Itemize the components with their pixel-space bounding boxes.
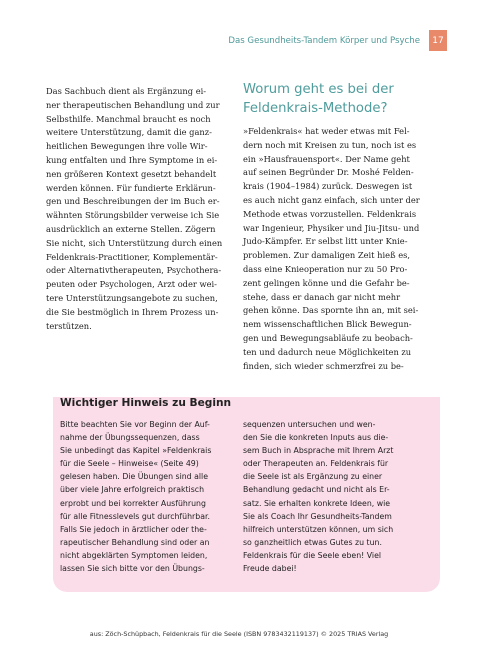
text-line: stehe, dass er danach gar nicht mehr [243,291,401,302]
notice-line: Freude dabei! [243,564,297,574]
notice-line: gelesen haben. Die Übungen sind alle [60,472,209,482]
notice-line: hilfreich unterstützen können, um sich [243,524,394,534]
notice-line: rapeutischer Behandlung sind oder an [60,537,210,547]
text-line: wähnten Störungsbilder verweise ich Sie [46,210,220,221]
text-line: kung entfalten und Ihre Symptome in ei- [46,154,218,165]
running-header: Das Gesundheits-Tandem Körper und Psyche [228,36,420,46]
text-line: dern noch mit Kreisen zu tun, noch ist es [243,139,417,150]
text-line: Methode etwas vorzustellen. Feldenkrais [243,208,417,219]
text-line: oder Alternativtherapeuten, Psychothera- [46,265,222,276]
heading-line: Worum geht es bei der [243,82,394,97]
text-line: zent gelingen könne und die Gefahr be- [243,277,410,288]
page-number: 17 [429,30,447,51]
text-line: Judo-Kämpfer. Er selbst litt unter Knie- [243,236,408,247]
notice-line: sequenzen untersuchen und wen- [243,420,376,429]
copyright-footer: aus: Zöch-Schüpbach, Feldenkrais für die Seele (ISBN 9783432119137) © 2025 TRIAS Verlag [89,630,389,638]
notice-line: Falls Sie jedoch in ärztlicher oder the- [60,524,207,534]
text-line: dass eine Knieoperation nur zu 50 Pro- [243,263,408,274]
text-line: terstützen. [46,320,92,331]
notice-line: über viele Jahre erfolgreich praktisch [60,485,205,495]
text-line: »Feldenkrais« hat weder etwas mit Fel- [243,126,410,136]
text-line: war Ingenieur, Physiker und Jiu-Jitsu- und [243,222,420,233]
text-line: Das Sachbuch dient als Ergänzung ei- [46,86,207,96]
text-line: die Sie bestmöglich in Ihrem Prozess un- [46,306,219,317]
notice-line: Feldenkrais für die Seele eben! Viel [243,550,382,560]
text-line: gehen könne. Das spornte ihn an, mit sei- [243,305,419,316]
notice-line: nicht abgeklärten Symptomen leiden, [60,550,208,560]
text-line: Sie nicht, sich Unterstützung durch einen [46,237,223,248]
text-line: nem wissenschaftlichen Blick Bewegun- [243,319,412,330]
notice-column-left [60,418,238,575]
notice-line: die Seele ist als Ergänzung zu einer [243,472,383,482]
notice-line: den Sie die konkreten Inputs aus die- [243,433,389,443]
left-column-text [46,85,224,333]
notice-line: für die Seele – Hinweise« (Seite 49) [60,459,199,469]
notice-line: Behandlung gedacht und nicht als Er- [243,485,390,495]
text-line: ein »Hausfrauensport«. Der Name geht [243,153,410,164]
text-line: ausdrücklich an externe Stellen. Zögern [46,223,216,234]
text-line: werden können. Für fundierte Erklärun- [46,182,216,193]
text-line: problemen. Zur damaligen Zeit hieß es, [243,250,411,261]
right-column-text [243,125,431,373]
section-heading [243,80,394,118]
notice-line: nahme der Übungssequenzen, dass [60,433,200,443]
notice-line: Bitte beachten Sie vor Beginn der Auf- [60,420,210,429]
notice-line: für alle Fitnesslevels gut durchführbar. [60,511,210,521]
text-line: finden, sich wieder schmerzfrei zu be- [243,360,404,371]
text-line: ten und dadurch neue Möglichkeiten zu [243,346,412,357]
notice-line: Sie unbedingt das Kapitel »Feldenkrais [60,446,212,456]
text-line: Feldenkrais-Practitioner, Komplementär- [46,251,218,262]
text-line: gen und Bewegungsabläufe zu beobach- [243,332,413,343]
text-line: tere Unterstützungsangebote zu suchen, [46,292,218,303]
text-line: nen größeren Kontext gesetzt behandelt [46,168,217,179]
notice-line: so ganzheitlich etwas Gutes zu tun. [243,537,382,547]
text-line: Selbsthilfe. Manchmal braucht es noch [46,113,211,124]
text-line: heitlichen Bewegungen ihre volle Wir- [46,141,208,152]
text-line: gen und Beschreibungen der im Buch er- [46,196,220,207]
text-line: ner therapeutischen Behandlung und zur [46,99,220,110]
notice-line: Sie als Coach Ihr Gesundheits-Tandem [243,511,392,521]
text-line: es auch nicht ganz einfach, sich unter der [243,194,420,205]
text-line: krais (1904–1984) zurück. Deswegen ist [243,181,413,192]
text-line: weitere Unterstützung, damit die ganz- [46,127,212,138]
notice-line: satz. Sie erhalten konkrete Ideen, wie [243,498,391,508]
notice-line: sem Buch in Absprache mit Ihrem Arzt [243,446,394,456]
heading-line: Feldenkrais-Methode? [243,101,388,116]
notice-line: lassen Sie sich bitte vor den Übungs- [60,564,205,574]
notice-title: Wichtiger Hinweis zu Beginn [60,397,232,409]
notice-line: oder Therapeuten an. Feldenkrais für [243,459,389,469]
notice-line: erprobt und bei korrekter Ausführung [60,498,206,508]
notice-column-right [243,418,425,575]
text-line: auf seinen Begründer Dr. Moshé Felden- [243,167,414,178]
text-line: peuten oder Psychologen, Arzt oder wei- [46,279,217,290]
